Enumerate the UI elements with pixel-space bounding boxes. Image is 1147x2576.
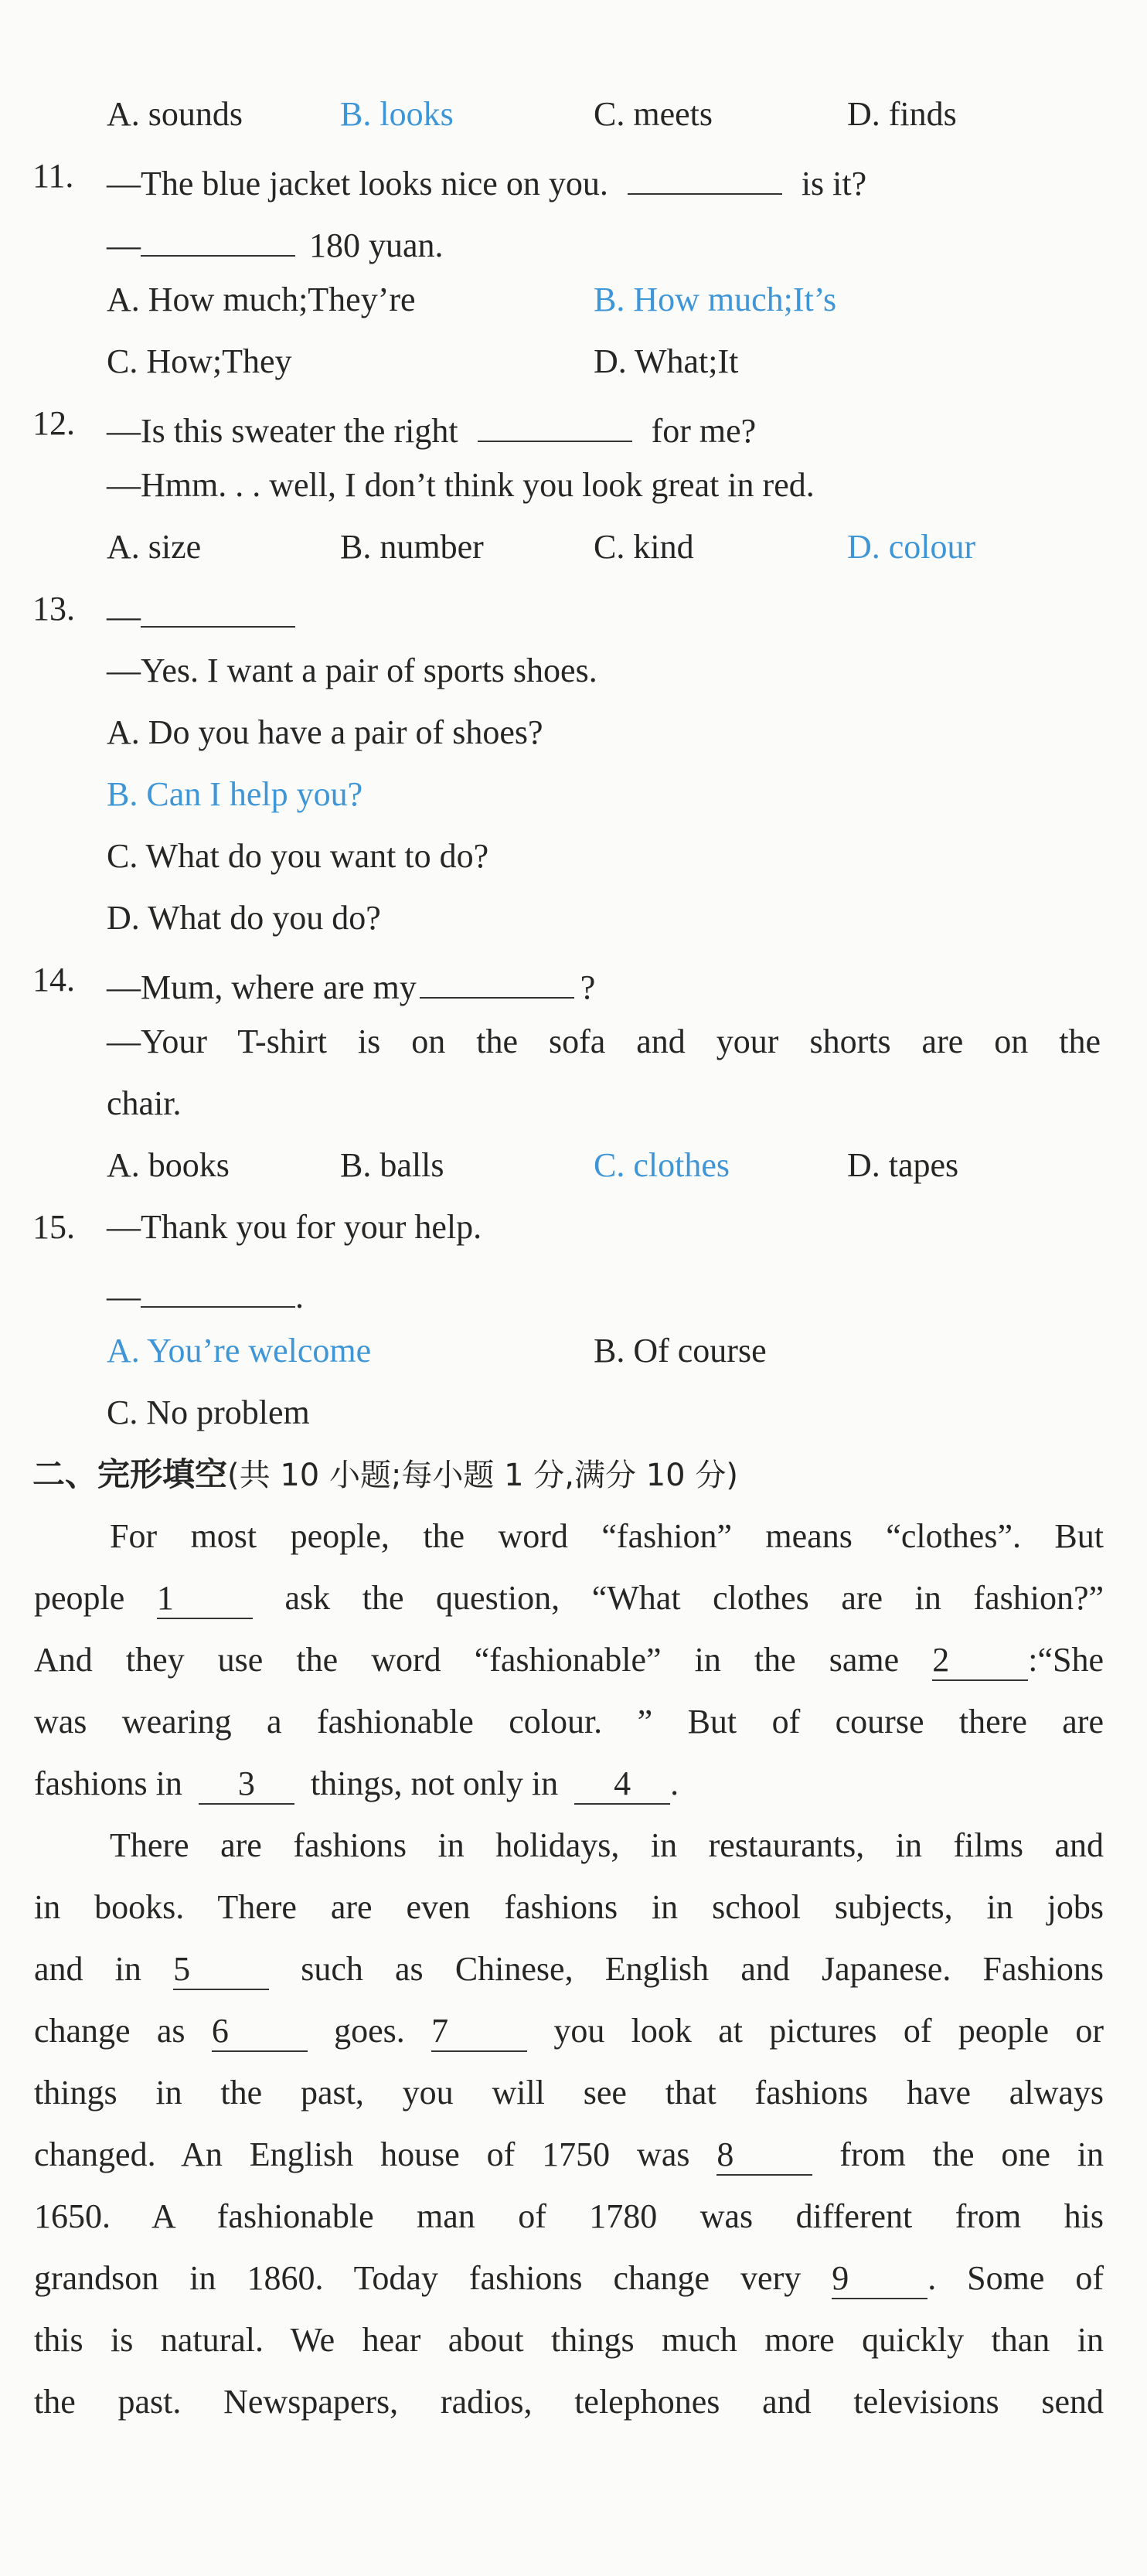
passage-p1-line2 (34, 1575, 1104, 1621)
passage-text: fashions in (34, 1764, 182, 1802)
passage-p2-line3 (34, 1946, 1104, 1992)
q11-text-a: —The blue jacket looks nice on you. (107, 165, 608, 202)
q11-reply-text: 180 yuan. (309, 226, 444, 264)
q15-blank (141, 1266, 295, 1308)
passage-p2-line10: the past. Newspapers, radios, telephones and televisions send (34, 2383, 1104, 2421)
q14-question (107, 957, 596, 1006)
blank-5: 5 (173, 1948, 269, 1990)
q14-reply-cont: chair. (107, 1084, 182, 1122)
blank-9: 9 (832, 2258, 927, 2299)
q11-blank-2 (141, 215, 295, 257)
q14-reply: —Your T-shirt is on the sofa and your shorts are on the (107, 1023, 1101, 1060)
passage-text: ask the question, “What clothes are in fashion?” (284, 1579, 1104, 1617)
q11-dash: — (107, 226, 141, 264)
q14-option-b: B. balls (340, 1146, 444, 1184)
passage-p2-line2: in books. There are even fashions in school subjects, in jobs (34, 1888, 1104, 1926)
section-note: (共 10 小题;每小题 1 分,满分 10 分) (227, 1458, 738, 1493)
passage-p1-line1: For most people, the word “fashion” means “clothes”. But (110, 1517, 1104, 1555)
q12-question (107, 400, 757, 450)
q13-dash: — (107, 597, 141, 635)
q15-option-c: C. No problem (107, 1393, 310, 1431)
passage-p2-line4 (34, 2008, 1104, 2054)
q12-text-b: for me? (651, 412, 757, 450)
q15-option-a-answer: A. You’re welcome (107, 1332, 372, 1370)
q15-reply (107, 1266, 304, 1315)
passage-text: grandson in 1860. Today fashions change very (34, 2259, 802, 2297)
blank-2: 2 (932, 1639, 1028, 1681)
q10-option-d: D. finds (847, 95, 957, 133)
q11-blank-1 (628, 153, 782, 195)
q13-reply: —Yes. I want a pair of sports shoes. (107, 652, 597, 689)
blank-4: 4 (574, 1763, 670, 1805)
passage-p2-line9: this is natural. We hear about things much more quickly than in (34, 2321, 1104, 2359)
q13-question (107, 586, 295, 635)
q12-option-b: B. number (340, 528, 484, 566)
q13-option-d: D. What do you do? (107, 899, 381, 937)
passage-text: from the one in (839, 2135, 1104, 2173)
passage-p2-line1: There are fashions in holidays, in restaurants, in films and (110, 1826, 1104, 1864)
q11-reply (107, 215, 444, 264)
q14-option-c-answer: C. clothes (594, 1146, 730, 1184)
q13-blank (141, 586, 295, 628)
passage-p2-line5: things in the past, you will see that fashions have always (34, 2074, 1104, 2112)
q11-option-a: A. How much;They’re (107, 281, 416, 318)
passage-text: things, not only in (310, 1764, 559, 1802)
q10-option-c: C. meets (594, 95, 713, 133)
q14-number: 14. (32, 961, 75, 999)
passage-p2-line7: 1650. A fashionable man of 1780 was different from his (34, 2197, 1104, 2235)
passage-text: people (34, 1579, 125, 1617)
q15-period: . (295, 1278, 304, 1315)
passage-text: . Some of (927, 2259, 1104, 2297)
passage-text: and in (34, 1950, 141, 1988)
q12-blank (478, 400, 632, 442)
section-title: 二、完形填空 (32, 1455, 228, 1493)
passage-text: And they use the word “fashionable” in the same (34, 1641, 900, 1679)
q14-text-b: ? (580, 968, 596, 1006)
q12-option-c: C. kind (594, 528, 694, 566)
q11-option-c: C. How;They (107, 342, 292, 380)
blank-1: 1 (157, 1577, 253, 1619)
passage-p1-line4: was wearing a fashionable colour. ” But of course there are (34, 1703, 1104, 1741)
q14-option-d: D. tapes (847, 1146, 959, 1184)
passage-text: . (670, 1764, 679, 1802)
passage-p1-line3 (34, 1637, 1104, 1683)
q14-text-a: —Mum, where are my (107, 968, 417, 1006)
q13-option-a: A. Do you have a pair of shoes? (107, 713, 543, 751)
q15-option-b: B. Of course (594, 1332, 767, 1370)
q15-number: 15. (32, 1208, 75, 1246)
q10-option-a: A. sounds (107, 95, 243, 133)
blank-8: 8 (716, 2134, 812, 2176)
q12-reply: —Hmm. . . well, I don’t think you look great in red. (107, 466, 815, 504)
q12-number: 12. (32, 404, 75, 442)
q10-option-b-answer: B. looks (340, 95, 454, 133)
section-heading (32, 1451, 738, 1498)
q11-question (107, 153, 867, 202)
blank-7: 7 (431, 2010, 527, 2052)
q15-question: —Thank you for your help. (107, 1208, 482, 1246)
passage-text: :“She (1028, 1641, 1104, 1679)
q11-number: 11. (32, 157, 74, 195)
q15-dash: — (107, 1278, 141, 1315)
q13-option-c: C. What do you want to do? (107, 837, 489, 875)
q11-option-b-answer: B. How much;It’s (594, 281, 837, 318)
passage-p2-line6 (34, 2132, 1104, 2178)
passage-text: such as Chinese, English and Japanese. Fashions (301, 1950, 1104, 1988)
passage-text: you look at pictures of people or (553, 2012, 1104, 2050)
q14-blank (420, 957, 574, 999)
q12-text-a: —Is this sweater the right (107, 412, 458, 450)
q11-text-b: is it? (801, 165, 867, 202)
q12-option-d-answer: D. colour (847, 528, 976, 566)
q11-option-d: D. What;It (594, 342, 739, 380)
passage-p2-line8 (34, 2255, 1104, 2302)
passage-text: goes. (334, 2012, 405, 2050)
q12-option-a: A. size (107, 528, 202, 566)
q14-option-a: A. books (107, 1146, 230, 1184)
q13-number: 13. (32, 590, 75, 628)
blank-3: 3 (199, 1763, 294, 1805)
blank-6: 6 (212, 2010, 308, 2052)
passage-text: change as (34, 2012, 185, 2050)
passage-p1-line5 (34, 1761, 679, 1807)
q13-option-b-answer: B. Can I help you? (107, 775, 363, 813)
passage-text: changed. An English house of 1750 was (34, 2135, 690, 2173)
